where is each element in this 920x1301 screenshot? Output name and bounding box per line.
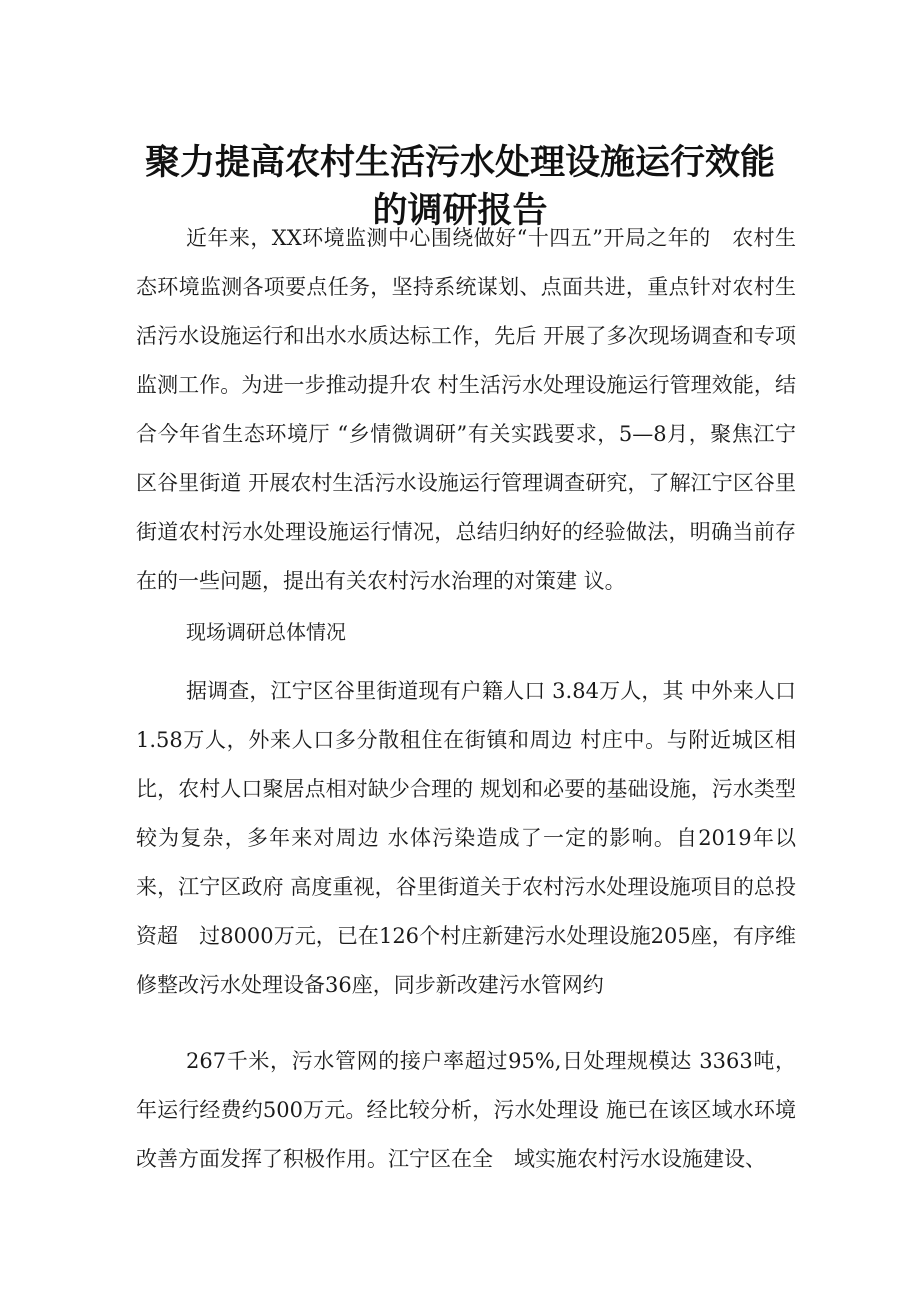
paragraph-results: 267千米，污水管网的接户率超过95%,日处理规模达 3363吨，年运行经费约500万元。经比较分析，污水处理设 施已在该区域水环境改善方面发挥了积极作用。江宁区在全 域实施农村污水设施建设、	[136, 1049, 796, 1171]
section-heading: 现场调研总体情况	[186, 620, 346, 644]
paragraph-intro: 近年来，XX环境监测中心围绕做好“十四五”开局之年的 农村生态环境监测各项要点任务，坚持系统谋划、点面共进，重点针对农村生活污水设施运行和出水水质达标工作，先后 开展了多次现场调查和专项监测工作。为进一步推动提升农 村生活污水处理设施运行管理效能，结合今年省生态环境厅 “乡情微调研”有关实践要求，5—8月，聚焦江宁区谷里街道 开展农村生活污水设施运行管理调查研究，了解江宁区谷里 街道农村污水处理设施运行情况，总结归纳好的经验做法，明确当前存在的一些问题，提出有关农村污水治理的对策建 议。	[136, 226, 796, 593]
paragraph-survey: 据调查，江宁区谷里街道现有户籍人口 3.84万人，其 中外来人口 1.58万人，外来人口多分散租住在街镇和周边 村庄中。与附近城区相比，农村人口聚居点相对缺少合理的 规划和必要的基础设施，污水类型较为复杂，多年来对周边 水体污染造成了一定的影响。自2019年以来，江宁区政府 高度重视，谷里街道关于农村污水处理设施项目的总投资超 过8000万元，已在126个村庄新建污水处理设施205座，有序维修整改污水处理设备36座，同步新改建污水管网约	[136, 679, 796, 997]
document-title: 聚力提高农村生活污水处理设施运行效能的调研报告	[144, 143, 775, 232]
